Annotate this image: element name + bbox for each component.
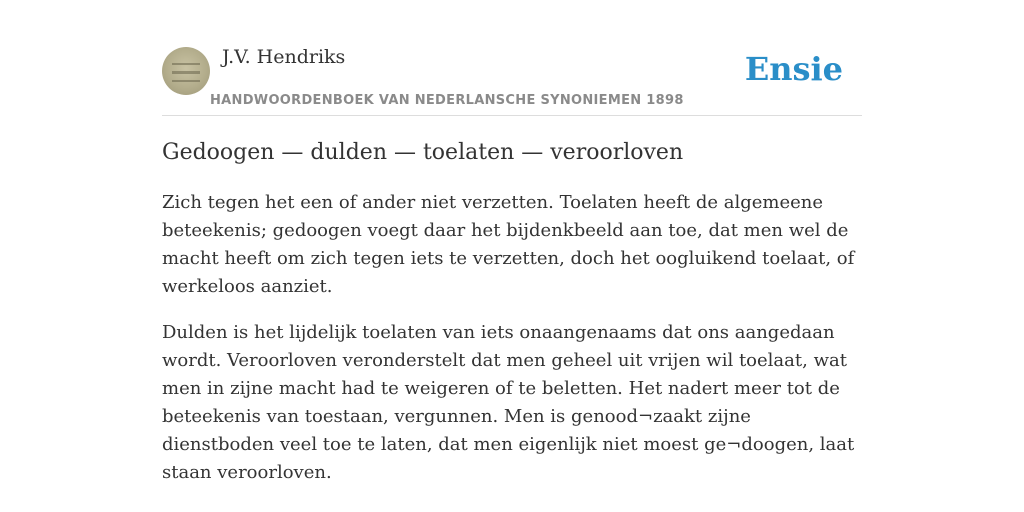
source-title[interactable]: HANDWOORDENBOEK VAN NEDERLANSCHE SYNONIEMEN 1898	[210, 93, 684, 108]
author-name[interactable]: J.V. Hendriks	[222, 46, 346, 68]
entry-paragraph: Dulden is het lijdelijk toelaten van iets onaangenaams dat ons aangedaan wordt. Veroorloven veronderstelt dat men geheel uit vrijen wil toelaat, wat men in zijne macht had te weigeren of te beletten. Het nadert meer tot de beteekenis van toestaan, vergunnen. Men is genood¬zaakt zijne dienstboden veel toe te laten, dat men eigenlijk niet moest ge¬doogen, laat staan veroorloven.	[162, 322, 855, 483]
entry-card	[162, 40, 862, 487]
book-cover-avatar[interactable]	[162, 47, 210, 95]
entry-title: Gedoogen — dulden — toelaten — veroorloven	[162, 140, 684, 165]
entry-paragraph: Zich tegen het een of ander niet verzetten. Toelaten heeft de algemeene beteekenis; gedoogen voegt daar het bijdenkbeeld aan toe, dat men wel de macht heeft om zich tegen iets te verzetten, doch het oogluikend toelaat, of werkeloos aanziet.	[162, 192, 855, 297]
brand-logo-link[interactable]: Ensie	[744, 50, 843, 88]
entry-header	[162, 40, 862, 116]
